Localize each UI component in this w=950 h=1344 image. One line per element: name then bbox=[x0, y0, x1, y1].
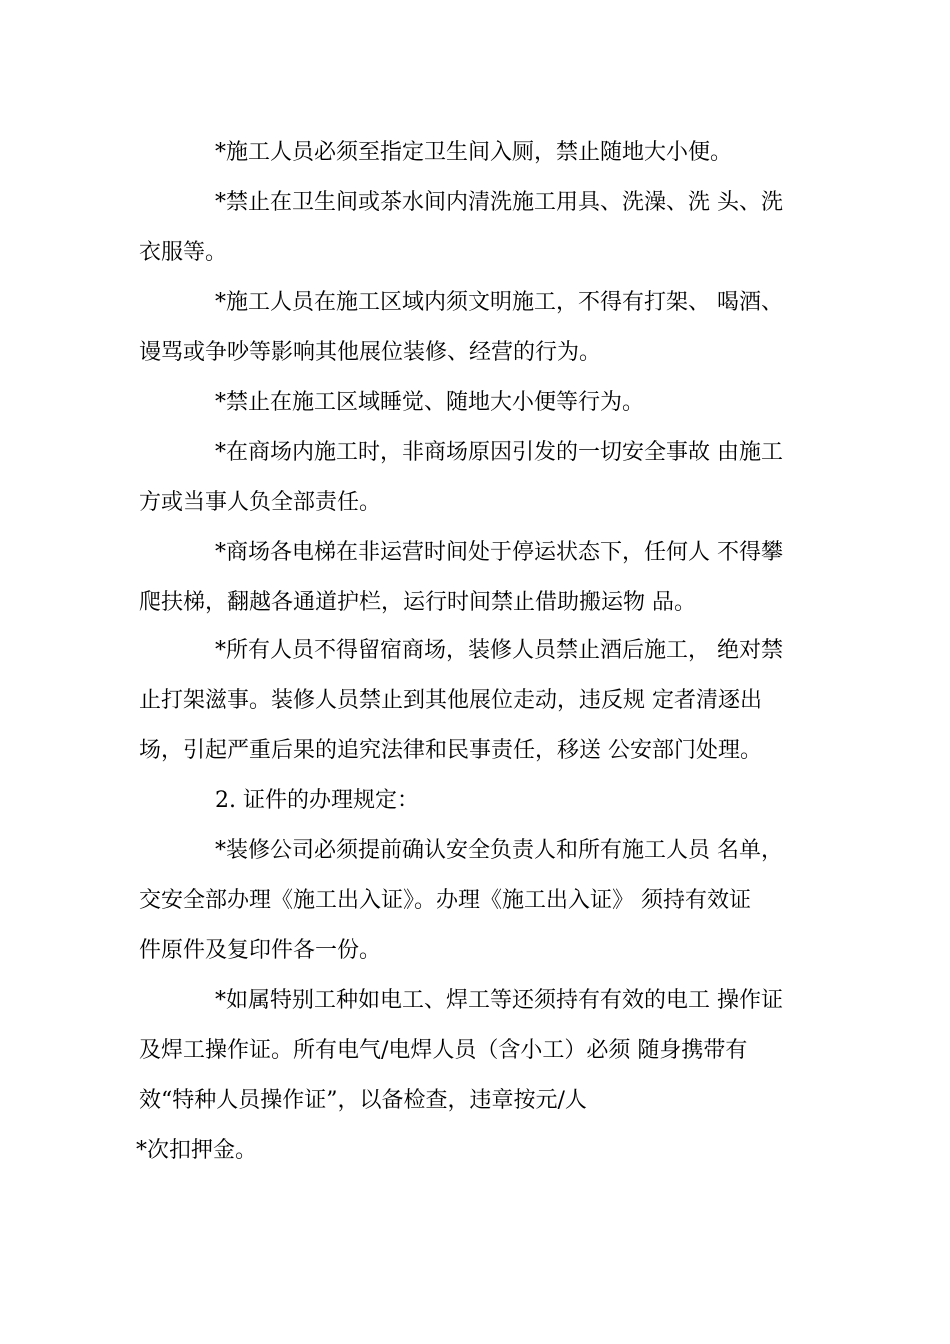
text-line: 效“特种人员操作证”，以备检查，违章按元/人 bbox=[139, 1088, 587, 1113]
text-line: 衣服等。 bbox=[139, 240, 228, 265]
section-heading: 2. 证件的办理规定： bbox=[215, 788, 419, 813]
text-line: *施工人员必须至指定卫生间入厕，禁止随地大小便。 bbox=[215, 140, 733, 165]
text-line: 件原件及复印件各一份。 bbox=[139, 938, 382, 963]
text-line: 爬扶梯，翻越各通道护栏，运行时间禁止借助搬运物 品。 bbox=[139, 590, 696, 615]
text-line: *在商场内施工时，非商场原因引发的一切安全事故 由施工 bbox=[215, 440, 783, 465]
text-line: *施工人员在施工区域内须文明施工，不得有打架、 喝酒、 bbox=[215, 290, 783, 315]
text-line: *商场各电梯在非运营时间处于停运状态下，任何人 不得攀 bbox=[215, 540, 783, 565]
text-line: *如属特别工种如电工、焊工等还须持有有效的电工 操作证 bbox=[215, 988, 783, 1013]
text-line: 谩骂或争吵等影响其他展位装修、经营的行为。 bbox=[139, 340, 602, 365]
text-line: 及焊工操作证。所有电气/电焊人员（含小工）必须 随身携带有 bbox=[139, 1038, 748, 1063]
text-line: 场，引起严重后果的追究法律和民事责任，移送 公安部门处理。 bbox=[139, 738, 762, 763]
text-line: 交安全部办理《施工出入证》。办理《施工出入证》 须持有效证 bbox=[139, 888, 751, 913]
text-line: *装修公司必须提前确认安全负责人和所有施工人员 名单， bbox=[215, 838, 783, 863]
text-line: *所有人员不得留宿商场，装修人员禁止酒后施工， 绝对禁 bbox=[215, 638, 783, 663]
text-line: 止打架滋事。装修人员禁止到其他展位走动，违反规 定者清逐出 bbox=[139, 688, 762, 713]
text-line: *禁止在卫生间或茶水间内清洗施工用具、洗澡、洗 头、洗 bbox=[215, 190, 783, 215]
text-line: *次扣押金。 bbox=[136, 1138, 258, 1163]
text-line: 方或当事人负全部责任。 bbox=[139, 490, 382, 515]
text-line: *禁止在施工区域睡觉、随地大小便等行为。 bbox=[215, 390, 645, 415]
